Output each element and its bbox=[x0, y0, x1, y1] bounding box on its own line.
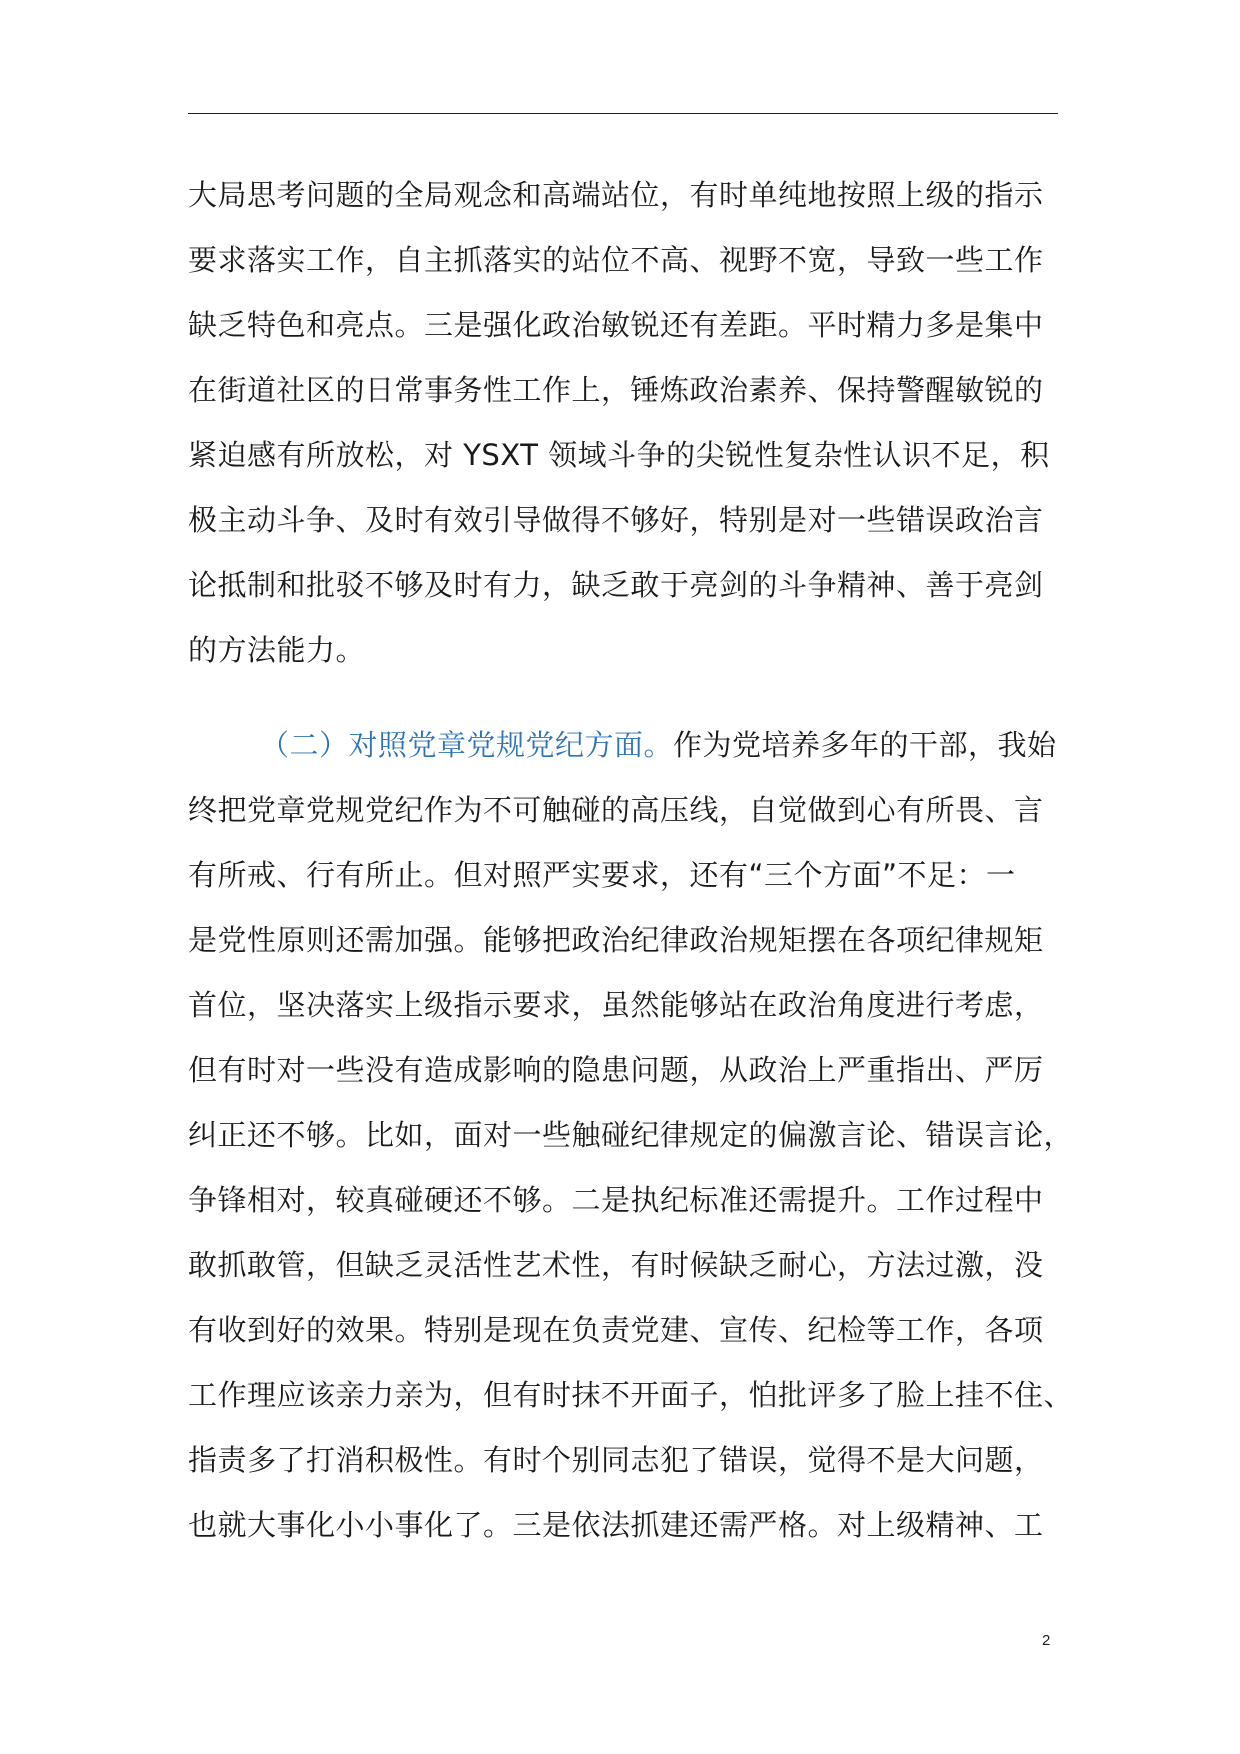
paragraph-line: 有收到好的效果。特别是现在负责党建、宣传、纪检等工作，各项 bbox=[188, 1313, 1044, 1347]
section-heading: （二）对照党章党规党纪方面。 bbox=[260, 728, 674, 762]
paragraph-line: 在街道社区的日常事务性工作上，锤炼政治素养、保持警醒敏锐的 bbox=[188, 373, 1044, 407]
paragraph-line: 纠正还不够。比如，面对一些触碰纪律规定的偏激言论、错误言论， bbox=[188, 1118, 1074, 1152]
page-number: 2 bbox=[1042, 1632, 1051, 1649]
paragraph-line: 首位，坚决落实上级指示要求，虽然能够站在政治角度进行考虑， bbox=[188, 988, 1044, 1022]
paragraph-line: 但有时对一些没有造成影响的隐患问题，从政治上严重指出、严厉 bbox=[188, 1053, 1044, 1087]
paragraph-line: 敢抓敢管，但缺乏灵活性艺术性，有时候缺乏耐心，方法过激，没 bbox=[188, 1248, 1044, 1282]
paragraph-line: 工作理应该亲力亲为，但有时抹不开面子，怕批评多了脸上挂不住、 bbox=[188, 1378, 1074, 1412]
paragraph-line: 要求落实工作，自主抓落实的站位不高、视野不宽，导致一些工作 bbox=[188, 243, 1044, 277]
paragraph-line: 也就大事化小小事化了。三是依法抓建还需严格。对上级精神、工 bbox=[188, 1508, 1044, 1542]
header-rule bbox=[188, 113, 1058, 114]
paragraph-line: 终把党章党规党纪作为不可触碰的高压线，自觉做到心有所畏、言 bbox=[188, 793, 1044, 827]
paragraph-line: 指责多了打消积极性。有时个别同志犯了错误，觉得不是大问题， bbox=[188, 1443, 1044, 1477]
paragraph-line: 紧迫感有所放松，对 YSXT 领域斗争的尖锐性复杂性认识不足，积 bbox=[188, 438, 1050, 472]
paragraph-line: 缺乏特色和亮点。三是强化政治敏锐还有差距。平时精力多是集中 bbox=[188, 308, 1044, 342]
paragraph-line: 有所戒、行有所止。但对照严实要求，还有“三个方面”不足：一 bbox=[188, 858, 1016, 892]
paragraph-line: 极主动斗争、及时有效引导做得不够好，特别是对一些错误政治言 bbox=[188, 503, 1044, 537]
paragraph-line: 的方法能力。 bbox=[188, 633, 366, 667]
paragraph-first-line bbox=[188, 713, 1068, 778]
paragraph-line: 论抵制和批驳不够及时有力，缺乏敢于亮剑的斗争精神、善于亮剑 bbox=[188, 568, 1044, 602]
paragraph-first-line-text: 作为党培养多年的干部，我始 bbox=[673, 728, 1057, 762]
paragraph-2 bbox=[188, 713, 1074, 1558]
paragraph-1 bbox=[188, 163, 1068, 683]
paragraph-line: 争锋相对，较真碰硬还不够。二是执纪标准还需提升。工作过程中 bbox=[188, 1183, 1044, 1217]
paragraph-line: 大局思考问题的全局观念和高端站位，有时单纯地按照上级的指示 bbox=[188, 178, 1044, 212]
paragraph-line: 是党性原则还需加强。能够把政治纪律政治规矩摆在各项纪律规矩 bbox=[188, 923, 1044, 957]
